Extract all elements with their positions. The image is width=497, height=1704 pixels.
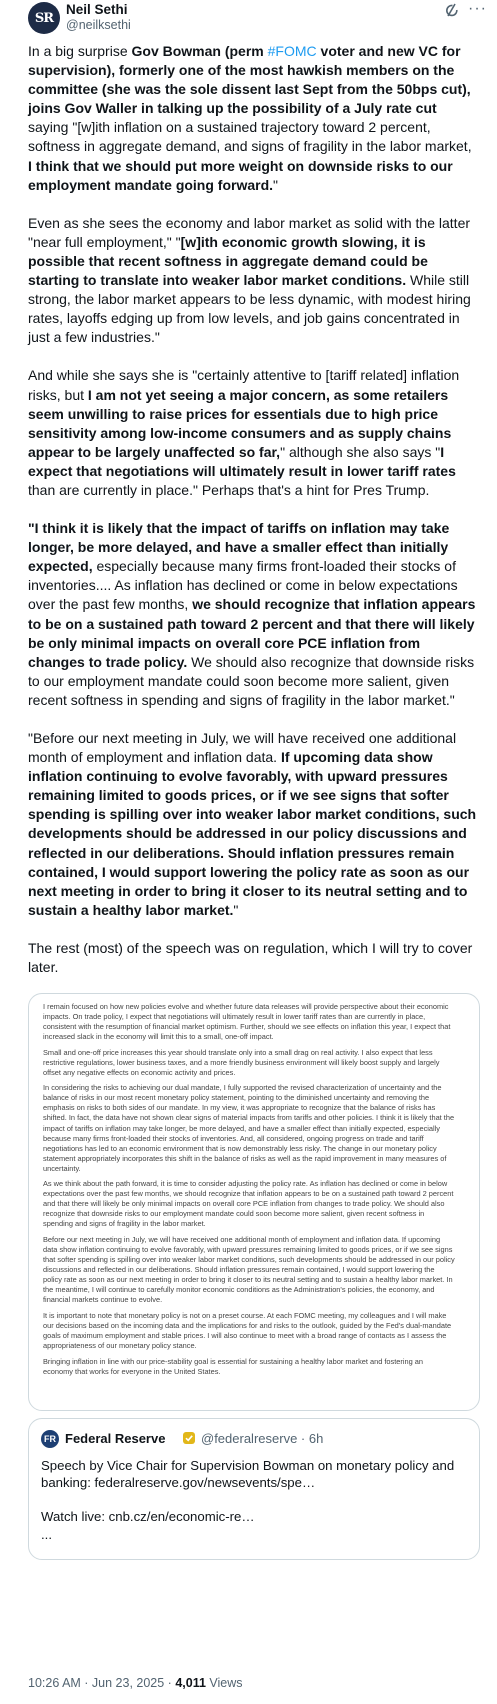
bold-text: I am not yet seeing a major concern, as some retailers seem unwilling to raise prices for essentials due to high price sensitivity among low-income consumers and as supply chains appear to be largely unaffected so far, [28, 386, 452, 460]
text-span: " [233, 901, 239, 918]
verified-badge-icon [182, 1431, 196, 1445]
quoted-line: Speech by Vice Chair for Supervision Bowman on monetary policy and [41, 1458, 455, 1473]
bold-text: Gov Bowman (perm [131, 43, 268, 59]
author-name[interactable]: Neil Sethi [66, 2, 128, 17]
bold-text: [w]ith economic growth slowing, it is possible that recent softness in aggregate demand could be starting to translate into weaker labor market conditions. [28, 233, 428, 289]
quoted-author-name[interactable]: Federal Reserve [65, 1431, 166, 1446]
views-label: Views [205, 1676, 243, 1690]
post-paragraph-1 [28, 42, 478, 195]
post-paragraph-3 [28, 366, 478, 500]
quoted-post[interactable] [28, 1418, 480, 1560]
text-span: While still strong, the labor market appears to be less dynamic, with modest hiring rates, layoffs edging up from low levels, and job gains concentrated in just a few industries." [28, 272, 471, 346]
post-header [0, 0, 497, 36]
text-span: saying "[w]ith inflation on a sustained trajectory toward 2 percent, softness in aggregate demand, and signs of fragility in the labor market, [28, 119, 472, 155]
text-span: And while she says she is "certainly attentive to [tariff related] inflation risks, but [28, 367, 460, 403]
post-footer [28, 1676, 243, 1690]
text-span: than are currently in place." Perhaps that's a hint for Pres Trump. [28, 481, 430, 498]
quoted-handle-time[interactable]: @federalreserve · 6h [201, 1431, 324, 1446]
bold-text: voter and new VC for supervision), formerly one of the most hawkish members on the committee (she was the sole dissent last Sept from the 50bps cut), joins Gov Waller in talking up the possibility of a July rate cut [28, 43, 471, 117]
post-paragraph-5 [28, 729, 478, 920]
author-handle[interactable]: @neilksethi [66, 18, 131, 32]
excerpt-paragraph: It is important to note that monetary policy is not on a preset course. At each FOMC meeting, my colleagues and I will make our decisions based on the incoming data and the implications for and risks to the outlook, guided by the Fed's dual-mandate goals of maximum employment and stable prices. I will also continue to meet with a broad range of contacts as I assess the appropriateness of our monetary policy stance. [43, 1310, 452, 1350]
quoted-line: banking: federalreserve.gov/newsevents/spe… [41, 1475, 316, 1491]
grok-icon[interactable] [444, 2, 460, 18]
more-icon[interactable]: ··· [468, 0, 487, 17]
bold-text: I think that we should put more weight on downside risks to our employment mandate going forward. [28, 157, 453, 193]
text-span: especially because many firms front-loaded their stocks of inventories.... As inflation has declined or come in below expectations over the past few months, [28, 558, 458, 613]
excerpt-paragraph: Small and one-off price increases this year should translate only into a small drag on real activity. I also expect that less restrictive regulations, lower business taxes, and a more friendly business environment will likely boost supply and largely offset any negative effects on economic activity and prices. [43, 1047, 440, 1077]
text-span: Even as she sees the economy and labor market as solid with the latter "near full employment," " [28, 214, 471, 250]
post-paragraph-2 [28, 214, 478, 348]
post-text [28, 42, 478, 996]
views-count: 4,011 [175, 1676, 206, 1690]
excerpt-paragraph: Bringing inflation in line with our price-stability goal is essential for sustaining a healthy labor market and fostering an economy that works for everyone in the United States. [43, 1356, 424, 1376]
hashtag-link[interactable]: #FOMC [267, 43, 317, 59]
excerpt-paragraph: Before our next meeting in July, we will have received one additional month of employment and inflation data. If upcoming data show inflation continuing to evolve favorably, with upward pressures remaining limited to goods prices, or if we see signs that softer spending is spilling over into weaker labor market conditions, such developments should be addressed in our policy discussions and reflected in our deliberations. Should inflation pressures remain contained, I would support lowering the policy rate as soon as our next meeting in order to bring it closer to its neutral setting and to sustain a healthy labor market. In the meantime, I will continue to carefully monitor economic conditions as the Administration's policies, the economy, and financial markets continue to evolve. [43, 1234, 455, 1305]
quoted-ellipsis: ... [41, 1526, 52, 1542]
speech-excerpt [43, 1002, 455, 1382]
media-image[interactable] [28, 993, 480, 1411]
post-paragraph-6: The rest (most) of the speech was on regulation, which I will try to cover later. [28, 939, 473, 976]
avatar-text: SR [34, 10, 54, 26]
text-span: "Before our next meeting in July, we will have received one additional month of employment and inflation data. [28, 730, 457, 766]
text-span: " although she also says " [280, 443, 441, 460]
excerpt-paragraph: As we think about the path forward, it is time to consider adjusting the policy rate. As inflation has declined or come in below expectations over the past few months, we should recognize that inflation appears to be on a sustained path toward 2 percent and that there will likely be only minimal impacts on overall core PCE inflation from changes to trade policy. We should also recognize that downside risks to our employment mandate could soon become more salient, given recent softness in spending and signs of fragility in the labor market. [43, 1179, 454, 1229]
text-span: " [273, 176, 279, 193]
bold-text: If upcoming data show inflation continuing to evolve favorably, with upward pressures remaining limited to goods prices, or if we see signs that softer spending is spilling over into weaker labor market conditions, such developments should be addressed in our policy discussions and reflected in our deliberations. Should inflation pressures remain contained, I would support lowering the policy rate as soon as our next meeting in order to bring it closer to its neutral setting and to sustain a healthy labor market. [28, 749, 477, 918]
bold-text: we should recognize that inflation appears to be on a sustained path toward 2 percent and that there will likely be only minimal impacts on overall core PCE inflation from changes to trade policy. [28, 596, 476, 670]
post-timestamp[interactable]: 10:26 AM · Jun 23, 2025 · [28, 1676, 176, 1690]
text-span: In a big surprise [28, 43, 132, 59]
text-span: We should also recognize that downside risks to our employment mandate could soon become more salient, given recent softness in spending and signs of fragility in the labor market." [28, 653, 475, 708]
post-paragraph-4 [28, 519, 478, 710]
quoted-watch-link: Watch live: cnb.cz/en/economic-re… [41, 1509, 255, 1525]
bold-text: I expect that negotiations will ultimately result in lower tariff rates [28, 443, 456, 479]
quoted-avatar[interactable]: FR [41, 1430, 59, 1448]
avatar[interactable] [28, 2, 60, 34]
bold-text: "I think it is likely that the impact of tariffs on inflation may take longer, be more delayed, and have a smaller effect than initially expected, [28, 520, 450, 575]
quoted-text [41, 1457, 461, 1543]
excerpt-paragraph: I remain focused on how new policies evolve and whether future data releases will provide perspective about their economic impacts. On trade policy, I expect that negotiations will ultimately result in lower tariff rates than are currently in place, consistent with the resumption of financial market optimism. Further, should we see effects on inflation this year, I expect that increased slack in the economy will limit this to a small, one-off impact. [43, 1002, 451, 1042]
excerpt-paragraph: In considering the risks to achieving our dual mandate, I fully supported the revised characterization of uncertainty and the balance of risks in our most recent monetary policy statement, pointing to the diminished uncertainty and removing the emphasis on risks to both sides of our mandate. In my view, it was appropriate to recognize that the balance of risks has shifted. In fact, the data have not shown clear signs of material impacts from tariffs and other policies. I think it is likely that the impact of tariffs on inflation may take longer, be more delayed, and have a smaller effect than initially expected, especially because many firms front-loaded their stocks of inventories. And, all considered, ongoing progress on trade and tariff negotiations has led to an economic environment that is now demonstrably less risky. The change in our monetary policy statement appropriately incorporates this shift in the balance of risks as well as the rapid improvement in many measures of uncertainty. [43, 1083, 455, 1173]
